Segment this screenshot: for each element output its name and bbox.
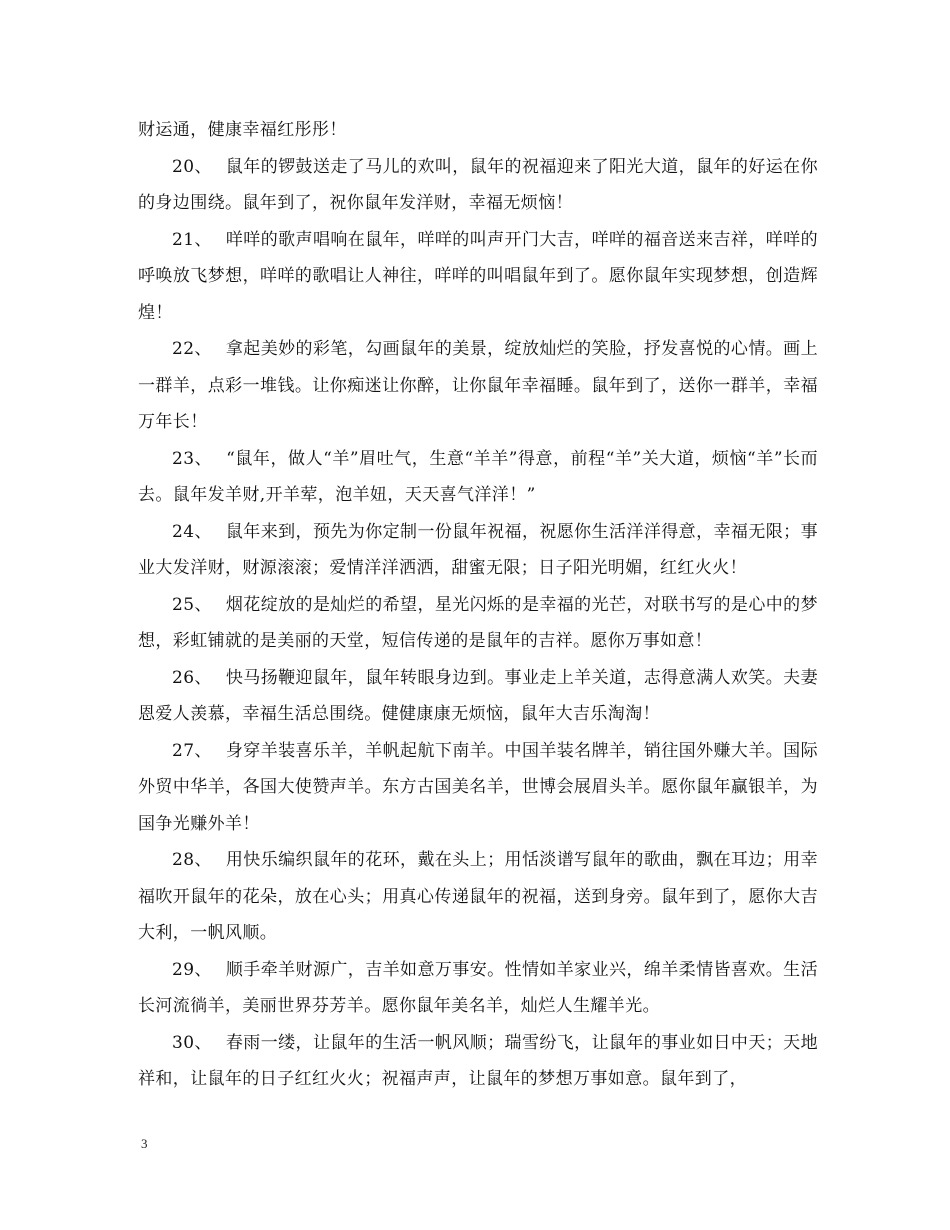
- list-item-22: [138, 331, 818, 441]
- item-number: 23、: [172, 448, 213, 469]
- item-number: 24、: [172, 521, 212, 542]
- item-number: 28、: [172, 850, 212, 870]
- list-item-27: [138, 733, 818, 843]
- item-number: 29、: [172, 959, 212, 980]
- item-text: “鼠年，做人“羊”眉吐气，生意“羊羊”得意，前程“羊”关大道，烦恼“羊”长而去。鼠年发羊财,开羊荤，泡羊妞，天天喜气洋洋！”: [138, 448, 818, 505]
- list-item-25: [138, 587, 818, 660]
- item-number: 26、: [172, 667, 212, 688]
- item-text: 快马扬鞭迎鼠年，鼠年转眼身边到。事业走上羊关道，志得意满人欢笑。夫妻恩爱人羡慕，幸福生活总围绕。健健康康无烦恼，鼠年大吉乐淘淘！: [138, 667, 818, 724]
- list-item-30: [138, 1025, 818, 1098]
- item-number: 20、: [172, 156, 212, 177]
- intro-continuation: 财运通，健康幸福红彤彤！: [138, 120, 347, 140]
- page-number: 3: [141, 1136, 148, 1151]
- item-number: 25、: [172, 594, 212, 615]
- item-text: 烟花绽放的是灿烂的希望，星光闪烁的是幸福的光芒，对联书写的是心中的梦想，彩虹铺就的是美丽的天堂，短信传递的是鼠年的吉祥。愿你万事如意！: [138, 594, 818, 651]
- document-body: [138, 112, 818, 1098]
- list-item-29: [138, 952, 818, 1025]
- item-number: 22、: [172, 339, 212, 359]
- item-text: 咩咩的歌声唱响在鼠年，咩咩的叫声开门大吉，咩咩的福音送来吉祥，咩咩的呼唤放飞梦想，咩咩的歌唱让人神往，咩咩的叫唱鼠年到了。愿你鼠年实现梦想，创造辉煌！: [138, 229, 818, 323]
- item-text: 鼠年的锣鼓送走了马儿的欢叫，鼠年的祝福迎来了阳光大道，鼠年的好运在你的身边围绕。鼠年到了，祝你鼠年发洋财，幸福无烦恼！: [138, 156, 818, 213]
- item-text: 身穿羊装喜乐羊，羊帆起航下南羊。中国羊装名牌羊，销往国外赚大羊。国际外贸中华羊，各国大使赞声羊。东方古国美名羊，世博会展眉头羊。愿你鼠年赢银羊，为国争光赚外羊！: [138, 740, 818, 834]
- item-number: 30、: [172, 1032, 212, 1053]
- item-text: 春雨一缕，让鼠年的生活一帆风顺；瑞雪纷飞，让鼠年的事业如日中天；天地祥和，让鼠年的日子红红火火；祝福声声，让鼠年的梦想万事如意。鼠年到了，: [138, 1032, 818, 1089]
- list-item-24: [138, 514, 818, 587]
- item-number: 21、: [172, 229, 212, 250]
- list-item-28: [138, 842, 818, 952]
- list-item-20: [138, 149, 818, 222]
- list-item-26: [138, 660, 818, 733]
- item-text: 拿起美妙的彩笔，勾画鼠年的美景，绽放灿烂的笑脸，抒发喜悦的心情。画上一群羊，点彩一堆钱。让你痴迷让你醉，让你鼠年幸福睡。鼠年到了，送你一群羊，幸福万年长！: [138, 339, 818, 432]
- item-text: 用快乐编织鼠年的花环，戴在头上；用恬淡谱写鼠年的歌曲，飘在耳边；用幸福吹开鼠年的花朵，放在心头；用真心传递鼠年的祝福，送到身旁。鼠年到了，愿你大吉大利，一帆风顺。: [138, 850, 818, 943]
- item-number: 27、: [172, 740, 212, 761]
- list-item-21: [138, 222, 818, 332]
- item-text: 顺手牵羊财源广，吉羊如意万事安。性情如羊家业兴，绵羊柔情皆喜欢。生活长河流徜羊，美丽世界芬芳羊。愿你鼠年美名羊，灿烂人生耀羊光。: [138, 959, 818, 1016]
- list-item-23: [138, 441, 818, 514]
- item-text: 鼠年来到，预先为你定制一份鼠年祝福，祝愿你生活洋洋得意，幸福无限；事业大发洋财，财源滚滚；爱情洋洋洒洒，甜蜜无限；日子阳光明媚，红红火火！: [138, 521, 818, 578]
